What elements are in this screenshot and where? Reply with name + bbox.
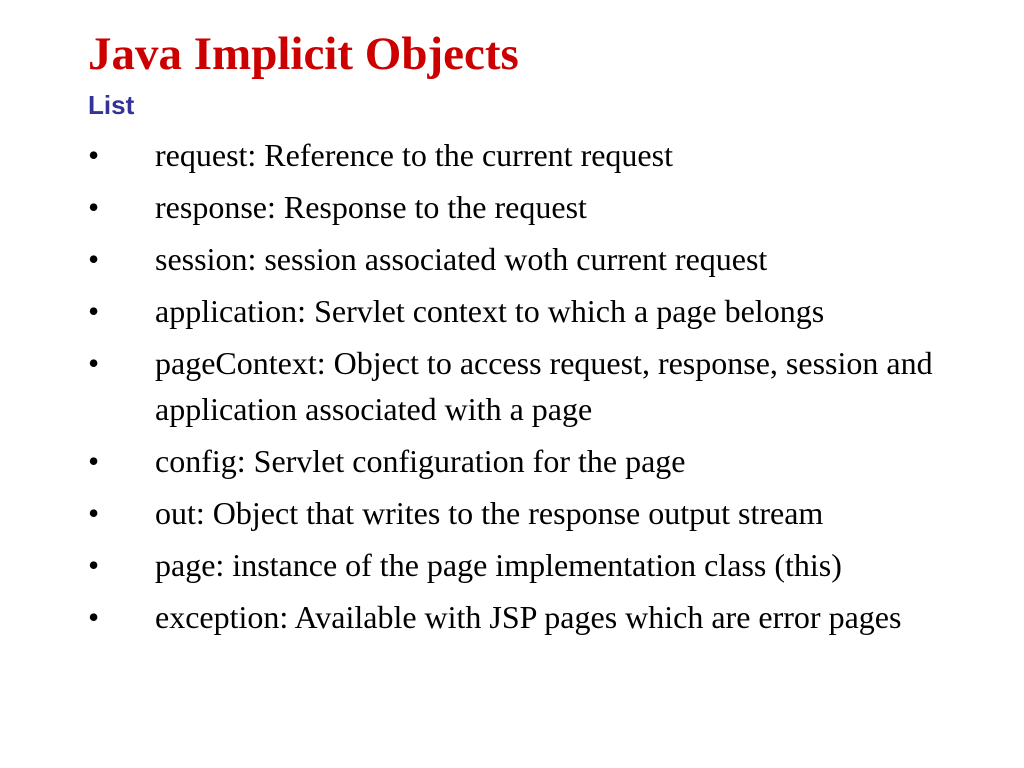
list-item-text: exception: Available with JSP pages which are error pages — [155, 599, 902, 635]
list-item — [88, 340, 1008, 432]
list-item — [88, 594, 1008, 640]
list-item-text: pageContext: Object to access request, response, session and application associated with a page — [155, 345, 933, 427]
list-item — [88, 132, 1008, 178]
list-item-text: session: session associated woth current request — [155, 241, 768, 277]
list-item-text: config: Servlet configuration for the page — [155, 443, 686, 479]
list-item — [88, 184, 1008, 230]
list-item — [88, 236, 1008, 282]
list-item-text: page: instance of the page implementation class (this) — [155, 547, 842, 583]
list-item-text: request: Reference to the current request — [155, 137, 673, 173]
list-item — [88, 490, 1008, 536]
bullet-icon: • — [88, 495, 100, 531]
slide-subtitle: List — [88, 90, 135, 120]
bullet-icon: • — [88, 599, 100, 635]
bullet-icon: • — [88, 189, 100, 225]
bullet-icon: • — [88, 345, 100, 381]
slide-title: Java Implicit Objects — [88, 28, 519, 80]
bullet-icon: • — [88, 137, 100, 173]
list-item — [88, 288, 1008, 334]
list-item — [88, 542, 1008, 588]
bullet-list — [88, 132, 1008, 646]
list-item — [88, 438, 1008, 484]
list-item-text: application: Servlet context to which a page belongs — [155, 293, 825, 329]
bullet-icon: • — [88, 293, 100, 329]
bullet-icon: • — [88, 443, 100, 479]
bullet-icon: • — [88, 241, 100, 277]
bullet-icon: • — [88, 547, 100, 583]
list-item-text: out: Object that writes to the response output stream — [155, 495, 824, 531]
list-item-text: response: Response to the request — [155, 189, 587, 225]
